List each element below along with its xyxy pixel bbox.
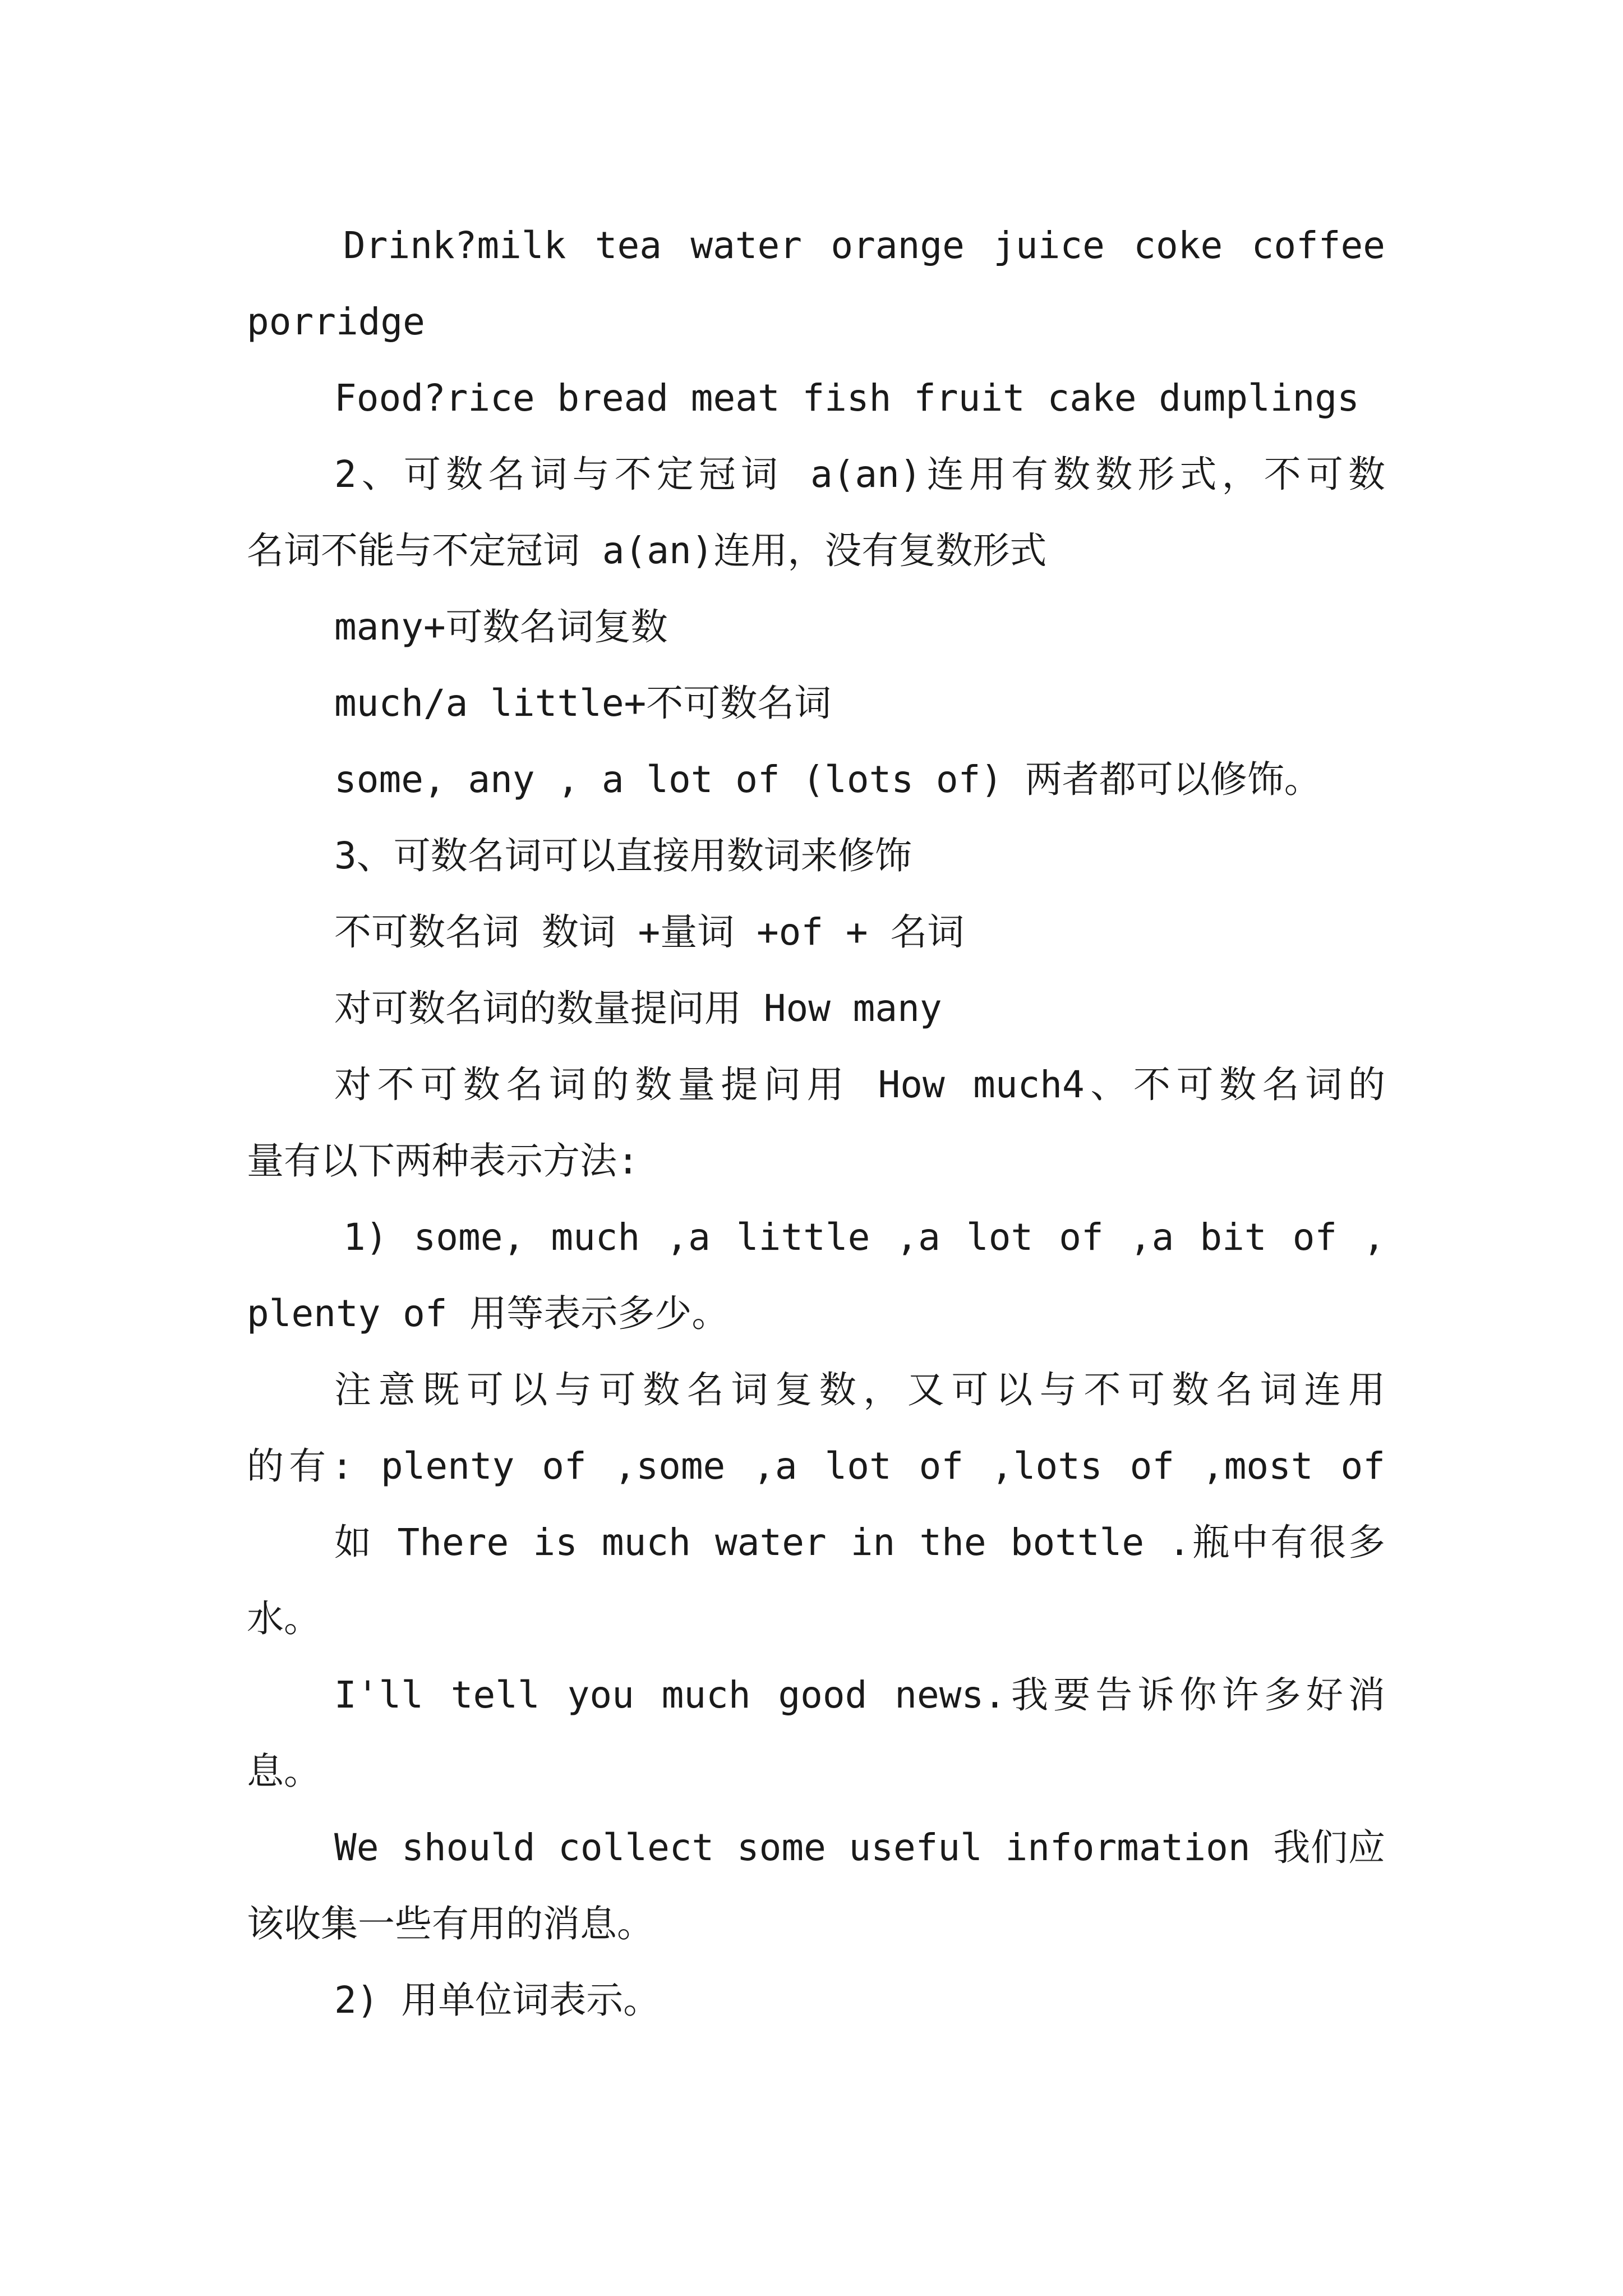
text-line: 1) some, much ,a little ,a lot of ,a bit of , <box>343 1216 1385 1259</box>
text-line: 对可数名词的数量提问用 How many <box>334 987 942 1030</box>
text-line: 2) 用单位词表示。 <box>334 1978 661 2022</box>
text-line: 名词不能与不定冠词 a(an)连用，没有复数形式 <box>247 529 1047 572</box>
text-line: 量有以下两种表示方法: <box>247 1139 639 1182</box>
text-line: porridge <box>247 300 425 343</box>
text-line: 水。 <box>247 1597 321 1640</box>
text-line: 2、可数名词与不定冠词 a(an)连用有数数形式，不可数 <box>334 453 1385 496</box>
text-line: We should collect some useful information 我们应 <box>334 1826 1385 1869</box>
text-line: 对不可数名词的数量提问用 How much4、不可数名词的 <box>334 1063 1385 1106</box>
text-line: plenty of 用等表示多少。 <box>247 1292 729 1335</box>
text-line: Drink?milk tea water orange juice coke coffee <box>343 224 1385 267</box>
document-body <box>247 208 1385 2039</box>
text-line: 息。 <box>247 1750 321 1793</box>
text-line: 该收集一些有用的消息。 <box>247 1902 654 1945</box>
text-line: some, any , a lot of (lots of) 两者都可以修饰。 <box>334 758 1321 801</box>
text-line: 注意既可以与可数名词复数，又可以与不可数名词连用 <box>334 1368 1385 1411</box>
text-line: 3、可数名词可以直接用数词来修饰 <box>334 834 912 877</box>
text-line: 如 There is much water in the bottle .瓶中有很多 <box>334 1521 1385 1564</box>
text-line: 不可数名词 数词 +量词 +of + 名词 <box>334 910 965 954</box>
text-line: many+可数名词复数 <box>334 605 668 648</box>
text-line: I'll tell you much good news.我要告诉你许多好消 <box>334 1673 1385 1717</box>
text-line: Food?rice bread meat fish fruit cake dumplings <box>334 376 1359 420</box>
text-line: 的有: plenty of ,some ,a lot of ,lots of ,most of <box>247 1444 1385 1488</box>
text-line: much/a little+不可数名词 <box>334 682 832 725</box>
